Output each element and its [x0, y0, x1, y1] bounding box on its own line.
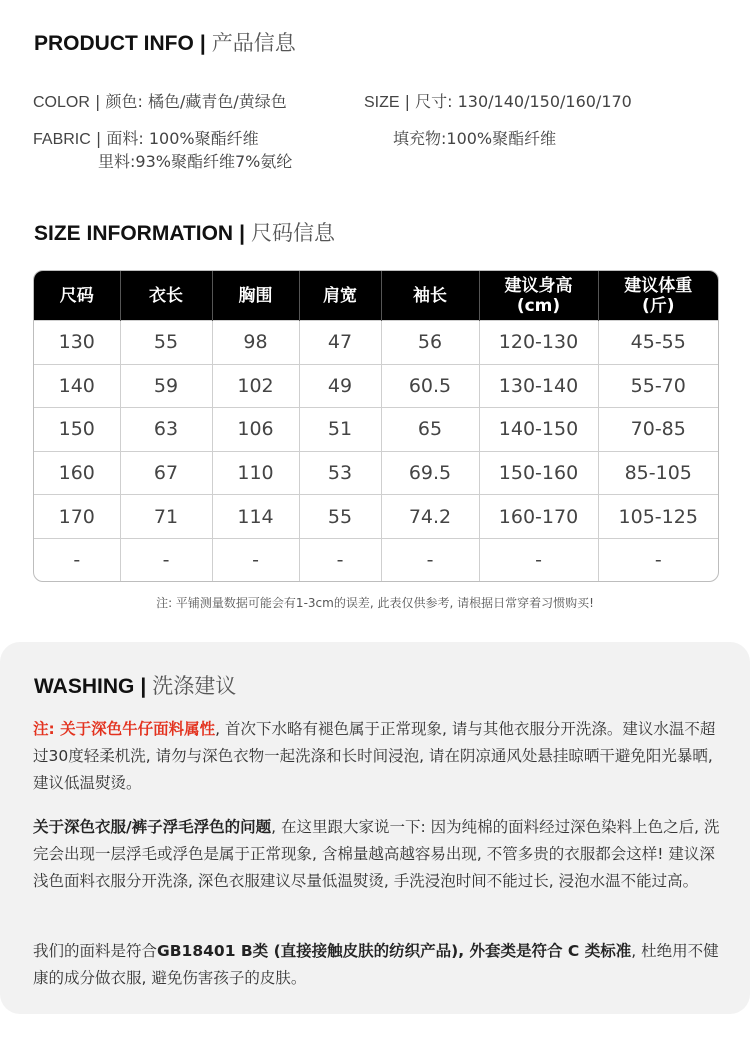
washing-paragraph-3 — [33, 938, 723, 992]
standard-note-text-a: 我们的面料是符合 — [33, 942, 158, 960]
table-row — [34, 538, 718, 581]
table-cell: 105-125 — [598, 495, 718, 539]
table-cell: 70-85 — [598, 408, 718, 452]
table-cell: 51 — [299, 408, 381, 452]
size-info: SIZE | 尺寸: 130/140/150/160/170 — [364, 92, 632, 111]
title-divider: | — [140, 675, 147, 698]
table-cell: - — [299, 538, 381, 581]
table-cell: 47 — [299, 321, 381, 365]
table-cell: 55 — [299, 495, 381, 539]
header-chest: 胸围 — [212, 271, 299, 321]
size-label: SIZE — [364, 94, 400, 111]
table-cell: 150-160 — [479, 451, 598, 495]
table-cell: - — [212, 538, 299, 581]
washing-title — [34, 670, 236, 700]
table-cell: 106 — [212, 408, 299, 452]
color-info: COLOR | 颜色: 橘色/藏青色/黄绿色 — [33, 92, 287, 111]
filling-info: 填充物:100%聚酯纤维 — [393, 129, 557, 148]
lining-info: 里料:93%聚酯纤维7%氨纶 — [98, 152, 293, 171]
table-cell: 160-170 — [479, 495, 598, 539]
table-row — [34, 364, 718, 408]
table-cell: 130-140 — [479, 364, 598, 408]
washing-paragraph-1 — [33, 716, 723, 797]
washing-title-zh: 洗涤建议 — [152, 674, 237, 698]
table-cell: 102 — [212, 364, 299, 408]
table-cell: 55 — [120, 321, 212, 365]
header-height-unit: (cm) — [516, 295, 561, 316]
size-note: 注: 平铺测量数据可能会有1-3cm的误差, 此表仅供参考, 请根据日常穿着习惯购买! — [156, 596, 594, 610]
size-text: 尺寸: 130/140/150/160/170 — [415, 92, 632, 111]
table-cell: 55-70 — [598, 364, 718, 408]
table-cell: - — [120, 538, 212, 581]
table-cell: 170 — [34, 495, 120, 539]
table-cell: 120-130 — [479, 321, 598, 365]
color-text: 颜色: 橘色/藏青色/黄绿色 — [105, 92, 287, 111]
header-shoulder: 肩宽 — [299, 271, 381, 321]
table-cell: - — [598, 538, 718, 581]
table-cell: 160 — [34, 451, 120, 495]
table-row — [34, 451, 718, 495]
standard-note-text-b: , 杜绝用不健康的成分做衣服, 避免伤害孩子的皮肤。 — [33, 942, 719, 987]
size-table — [33, 270, 719, 582]
table-row — [34, 408, 718, 452]
header-weight-unit: (斤) — [641, 295, 675, 316]
table-cell: 71 — [120, 495, 212, 539]
size-information-title-en: SIZE INFORMATION — [34, 222, 234, 245]
table-cell: 65 — [381, 408, 479, 452]
denim-note-text: , 首次下水略有褪色属于正常现象, 请与其他衣服分开洗涤。建议水温不超过30度轻柔机洗, 请勿与深色衣物一起洗涤和长时间浸泡, 请在阴凉通风处悬挂晾晒干避免阳光暴晒, 建议低温熨烫。 — [33, 720, 716, 792]
table-cell: 45-55 — [598, 321, 718, 365]
table-cell: 85-105 — [598, 451, 718, 495]
table-cell: - — [381, 538, 479, 581]
header-weight-label: 建议体重 — [624, 275, 693, 296]
lint-note-heading: 关于深色衣服/裤子浮毛浮色的问题 — [33, 818, 272, 836]
title-divider: | — [199, 32, 206, 55]
fabric-text: 面料: 100%聚酯纤维 — [106, 129, 259, 148]
table-row — [34, 495, 718, 539]
table-cell: 114 — [212, 495, 299, 539]
washing-paragraph-2 — [33, 814, 723, 895]
fabric-info: FABRIC | 面料: 100%聚酯纤维 — [33, 129, 259, 148]
table-cell: 60.5 — [381, 364, 479, 408]
header-height — [479, 271, 598, 321]
denim-note-heading: 注: 关于深色牛仔面料属性 — [33, 720, 216, 738]
header-size: 尺码 — [34, 271, 120, 321]
header-length: 衣长 — [120, 271, 212, 321]
title-divider: | — [239, 222, 245, 245]
table-cell: 140-150 — [479, 408, 598, 452]
product-info-title-zh: 产品信息 — [211, 31, 296, 55]
color-label: COLOR — [33, 94, 90, 111]
product-info-title-en: PRODUCT INFO — [34, 32, 194, 55]
table-cell: 74.2 — [381, 495, 479, 539]
table-cell: 63 — [120, 408, 212, 452]
table-cell: 69.5 — [381, 451, 479, 495]
size-information-title — [34, 217, 335, 247]
lint-note-text: , 在这里跟大家说一下: 因为纯棉的面料经过深色染料上色之后, 洗完会出现一层浮毛或浮色是属于正常现象, 含棉量越高越容易出现, 不管多贵的衣服都会这样! 建议深浅色面料衣服分开洗涤, 深色衣服建议尽量低温熨烫, 手洗浸泡时间不能过长, 浸泡水温不能过高。 — [33, 818, 720, 890]
product-info-title — [34, 27, 296, 57]
table-cell: 98 — [212, 321, 299, 365]
table-cell: 67 — [120, 451, 212, 495]
table-cell: 59 — [120, 364, 212, 408]
table-cell: 110 — [212, 451, 299, 495]
header-height-label: 建议身高 — [504, 275, 573, 296]
table-cell: 56 — [381, 321, 479, 365]
fabric-label: FABRIC — [33, 131, 91, 148]
table-cell: - — [34, 538, 120, 581]
table-cell: 150 — [34, 408, 120, 452]
standard-note-bold: GB18401 B类 (直接接触皮肤的纺织产品), 外套类是符合 C 类标准 — [157, 942, 632, 960]
washing-title-en: WASHING — [34, 675, 135, 698]
table-cell: - — [479, 538, 598, 581]
table-cell: 140 — [34, 364, 120, 408]
size-table-header-row — [34, 271, 718, 321]
header-sleeve: 袖长 — [381, 271, 479, 321]
table-cell: 130 — [34, 321, 120, 365]
header-weight — [598, 271, 718, 321]
table-cell: 53 — [299, 451, 381, 495]
table-cell: 49 — [299, 364, 381, 408]
size-information-title-zh: 尺码信息 — [251, 221, 335, 245]
table-row — [34, 321, 718, 365]
